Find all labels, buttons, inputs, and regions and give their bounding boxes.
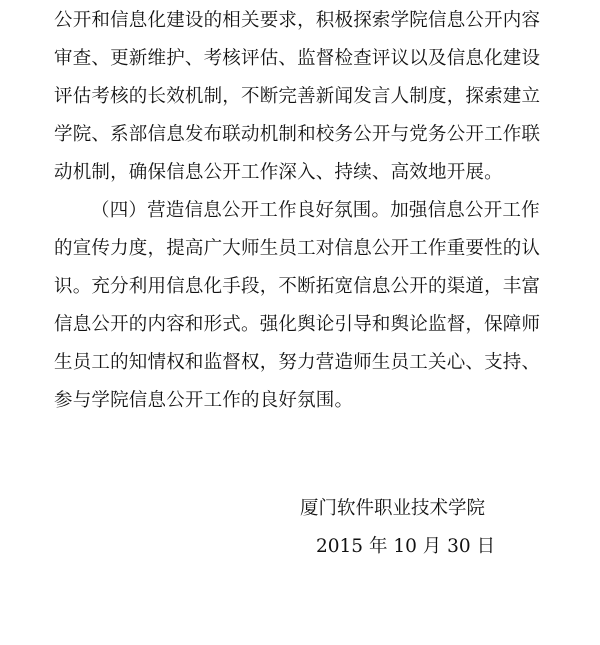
body-text-line: 参与学院信息公开工作的良好氛围。 xyxy=(54,390,354,411)
body-text-line: 识。充分利用信息化手段，不断拓宽信息公开的渠道，丰富 xyxy=(54,276,541,297)
section-heading-line: （四）营造信息公开工作良好氛围。加强信息公开工作 xyxy=(91,200,540,221)
signature-organization: 厦门软件职业技术学院 xyxy=(300,498,486,519)
body-text-line: 生员工的知情权和监督权，努力营造师生员工关心、支持、 xyxy=(54,352,541,373)
body-text-line: 公开和信息化建设的相关要求，积极探索学院信息公开内容 xyxy=(54,10,541,31)
body-text-line: 信息公开的内容和形式。强化舆论引导和舆论监督，保障师 xyxy=(54,314,541,335)
body-text-line: 评估考核的长效机制，不断完善新闻发言人制度，探索建立 xyxy=(54,86,541,107)
body-text-line: 学院、系部信息发布联动机制和校务公开与党务公开工作联 xyxy=(54,124,541,145)
body-text-line: 的宣传力度，提高广大师生员工对信息公开工作重要性的认 xyxy=(54,238,541,259)
signature-date: 2015 年 10 月 30 日 xyxy=(316,536,496,557)
body-text-line: 动机制，确保信息公开工作深入、持续、高效地开展。 xyxy=(54,162,503,183)
body-text-line: 审查、更新维护、考核评估、监督检查评议以及信息化建设 xyxy=(54,48,541,69)
